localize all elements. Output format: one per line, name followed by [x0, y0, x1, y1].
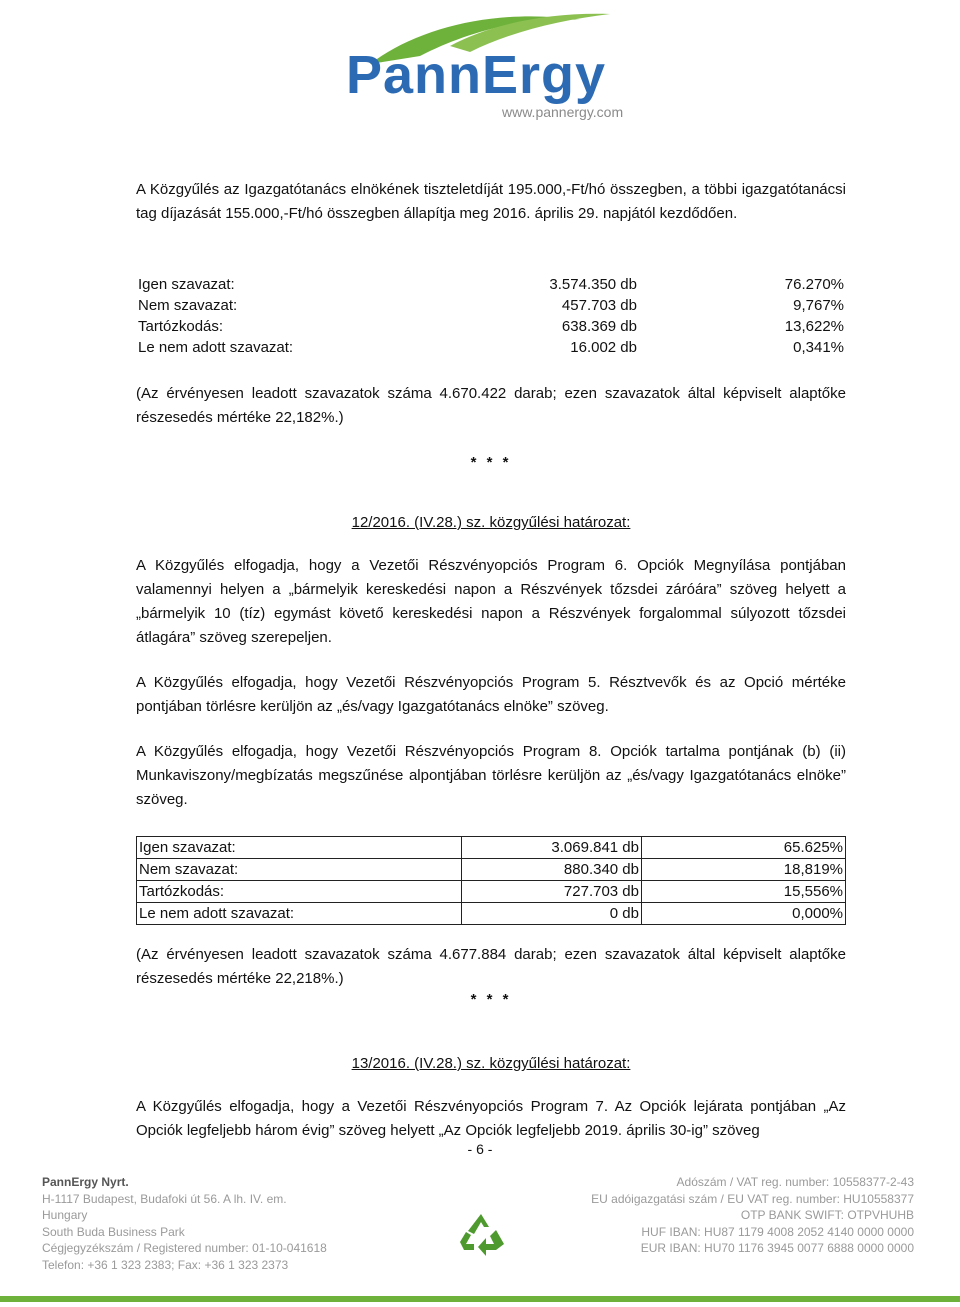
table-row: Nem szavazat: 880.340 db 18,819% — [137, 859, 846, 881]
table-row: Tartózkodás: 727.703 db 15,556% — [137, 881, 846, 903]
resolution-title-12: 12/2016. (IV.28.) sz. közgyűlési határozat: — [351, 514, 631, 531]
separator-stars: * * * — [470, 454, 512, 471]
footer-tax: Adószám / VAT reg. number: 10558377-2-43 — [676, 1175, 914, 1189]
resolution-title-13: 13/2016. (IV.28.) sz. közgyűlési határozat: — [351, 1055, 631, 1072]
table-row: Le nem adott szavazat: 0 db 0,000% — [137, 903, 846, 925]
footer-company-info — [42, 1174, 327, 1274]
footer-company-name: PannErgy Nyrt. — [42, 1175, 129, 1189]
footer-eur-iban: EUR IBAN: HU70 1176 3945 0077 6888 0000 0000 — [640, 1241, 914, 1256]
vote-summary-1: (Az érvényesen leadott szavazatok száma 4.670.422 darab; ezen szavazatok által képviselt alaptőke részesedés mértéke 22,182%.) — [136, 385, 846, 426]
resolution-12-paragraph-2: A Közgyűlés elfogadja, hogy Vezetői Részvényopciós Program 5. Résztvevők és az Opció mértéke pontjában törlésre kerüljön az „és/vagy Igazgatótanács elnöke” szöveg. — [136, 674, 846, 715]
vote-table-1 — [136, 274, 846, 358]
table-row: Nem szavazat: 457.703 db 9,767% — [138, 297, 844, 314]
intro-paragraph: A Közgyűlés az Igazgatótanács elnökének tiszteletdíját 195.000,-Ft/hó összegben, a többi igazgatótanácsi tag díjazását 155.000,-Ft/hó összegben állapítja meg 2016. április 29. napjától kezdődően. — [136, 181, 846, 222]
table-row: Tartózkodás: 638.369 db 13,622% — [138, 318, 844, 335]
footer-address: H-1117 Budapest, Budafoki út 56. A lh. IV. em. — [42, 1191, 287, 1206]
resolution-12-paragraph-3: A Közgyűlés elfogadja, hogy Vezetői Részvényopciós Program 8. Opciók tartalma pontjának (b) (ii) Munkaviszony/megbízatás megszűnése alpontjában törlésre kerüljön az „és/vagy Igazgatótanács elnöke” szöveg. — [136, 743, 846, 808]
table-row: Igen szavazat: 3.069.841 db 65.625% — [137, 837, 846, 859]
vote-table-2 — [136, 836, 846, 925]
logo-wordmark: PannErgy — [346, 45, 607, 105]
table-row: Igen szavazat: 3.574.350 db 76.270% — [138, 276, 844, 293]
footer-country: Hungary — [42, 1208, 88, 1223]
table-row: Le nem adott szavazat: 16.002 db 0,341% — [138, 339, 844, 356]
footer-divider — [0, 1296, 960, 1302]
vote-summary-2: (Az érvényesen leadott szavazatok száma 4.677.884 darab; ezen szavazatok által képviselt alaptőke részesedés mértéke 22,218%.) — [136, 946, 846, 987]
page-number: - 6 - — [467, 1141, 493, 1157]
resolution-12-paragraph-1: A Közgyűlés elfogadja, hogy a Vezetői Részvényopciós Program 6. Opciók Megnyílása pontjában valamennyi helyen a „bármelyik kereskedési napon a Részvények tőzsdei záróára” szöveg helyett a „bármelyik 10 (tíz) egymást követő kereskedési napon a Részvények forgalommal súlyozott tőzsdei átlagára” szöveg szerepeljen. — [136, 557, 846, 646]
separator-stars: * * * — [470, 991, 512, 1008]
logo-url: www.pannergy.com — [502, 104, 624, 120]
footer-registry: Cégjegyzékszám / Registered number: 01-10-041618 — [42, 1241, 327, 1256]
footer-eu-tax: EU adóigazgatási szám / EU VAT reg. number: HU10558377 — [591, 1191, 914, 1206]
footer-swift: OTP BANK SWIFT: OTPVHUHB — [740, 1208, 914, 1223]
footer-huf-iban: HUF IBAN: HU87 1179 4008 2052 4140 0000 0000 — [641, 1224, 914, 1239]
footer-bank-info — [591, 1174, 914, 1257]
pannergy-logo — [330, 6, 640, 126]
recycle-icon — [456, 1212, 506, 1256]
footer-phone: Telefon: +36 1 323 2383; Fax: +36 1 323 2373 — [42, 1257, 289, 1272]
footer-park: South Buda Business Park — [42, 1224, 185, 1239]
resolution-13-paragraph: A Közgyűlés elfogadja, hogy a Vezetői Részvényopciós Program 7. Az Opciók lejárata pontjában „Az Opciók legfeljebb három évig” szöveg helyett „Az Opciók legfeljebb 2019. április 30-ig” szöveg — [136, 1098, 846, 1139]
